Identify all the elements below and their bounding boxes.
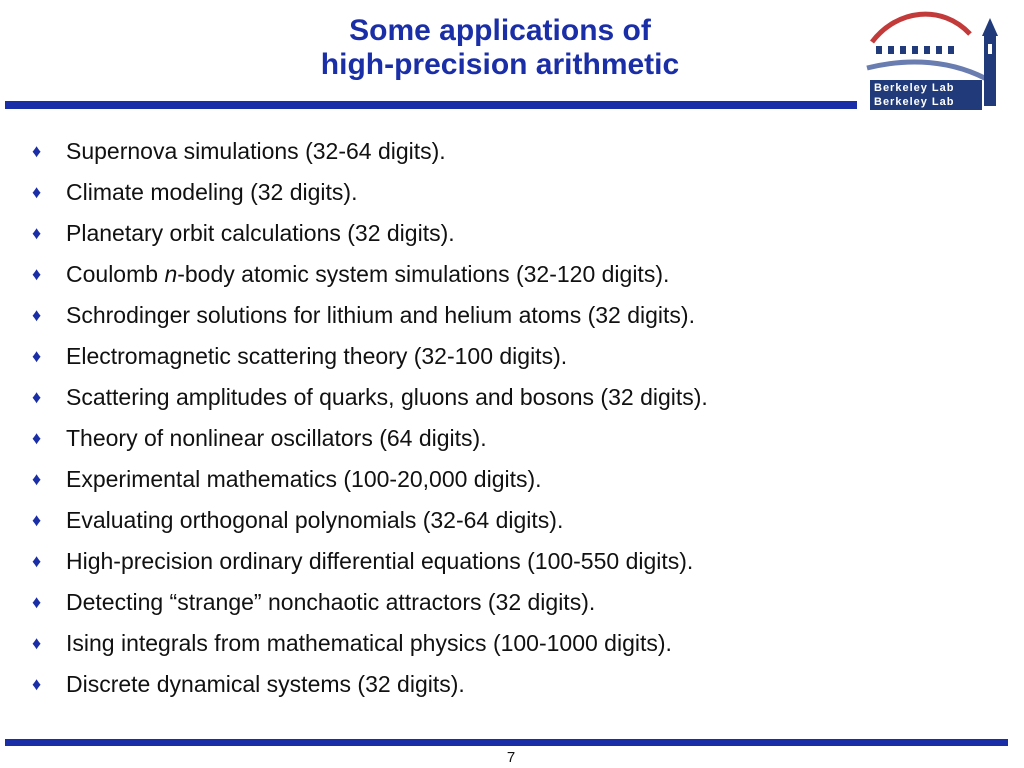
bullet-item-electromagnetic <box>32 339 972 380</box>
title-line-1: Some applications of <box>349 14 651 47</box>
campanile-icon <box>982 18 998 106</box>
diamond-icon: ♦ <box>32 469 42 489</box>
diamond-icon: ♦ <box>32 674 42 694</box>
bullet-text: Evaluating orthogonal polynomials (32-64 digits). <box>66 507 564 533</box>
logo-marks-icon <box>876 46 954 54</box>
bullet-item-climate <box>32 175 972 216</box>
bullet-item-planetary <box>32 216 972 257</box>
diamond-icon: ♦ <box>32 428 42 448</box>
bullet-item-scattering <box>32 380 972 421</box>
bullet-text: Discrete dynamical systems (32 digits). <box>66 671 465 697</box>
title-line-2: high-precision arithmetic <box>320 48 680 81</box>
bullet-item-ising <box>32 626 972 667</box>
bullet-item-attractors <box>32 585 972 626</box>
bullet-text: Experimental mathematics (100-20,000 digits). <box>66 466 542 492</box>
bullet-text-suffix: -body atomic system simulations (32-120 digits). <box>177 261 670 287</box>
footer-rule <box>5 739 1008 746</box>
bullet-text-prefix: Coulomb <box>66 261 165 287</box>
bullet-text: Ising integrals from mathematical physics (100-1000 digits). <box>66 630 672 656</box>
bullet-text: High-precision ordinary differential equations (100-550 digits). <box>66 548 694 574</box>
logo-line-2: Berkeley Lab <box>874 96 955 108</box>
bullet-text-italic: n <box>164 261 178 287</box>
bullet-item-coulomb <box>32 257 972 298</box>
diamond-icon: ♦ <box>32 633 42 653</box>
logo-wordmark <box>870 80 982 110</box>
diamond-icon: ♦ <box>32 346 42 366</box>
diamond-icon: ♦ <box>32 592 42 612</box>
bullet-item-schrodinger <box>32 298 972 339</box>
bullet-text: Climate modeling (32 digits). <box>66 179 358 205</box>
bullet-text: Electromagnetic scattering theory (32-100 digits). <box>66 343 568 369</box>
bullet-list <box>32 134 972 708</box>
logo-arc-icon <box>872 14 970 42</box>
bullet-text: Schrodinger solutions for lithium and helium atoms (32 digits). <box>66 302 695 328</box>
bullet-item-experimental <box>32 462 972 503</box>
diamond-icon: ♦ <box>32 305 42 325</box>
bullet-item-dynamical <box>32 667 972 708</box>
bullet-item-ode <box>32 544 972 585</box>
bullet-text: Detecting “strange” nonchaotic attractors (32 digits). <box>66 589 596 615</box>
diamond-icon: ♦ <box>32 223 42 243</box>
bullet-item-orthogonal <box>32 503 972 544</box>
slide-title <box>190 14 810 82</box>
logo-line-1: Berkeley Lab <box>874 82 955 94</box>
logo-swoosh-icon <box>867 62 992 82</box>
diamond-icon: ♦ <box>32 264 42 284</box>
bullet-text: Supernova simulations (32-64 digits). <box>66 138 446 164</box>
bullet-text: Scattering amplitudes of quarks, gluons and bosons (32 digits). <box>66 384 708 410</box>
bullet-text: Theory of nonlinear oscillators (64 digits). <box>66 425 487 451</box>
bullet-item-oscillators <box>32 421 972 462</box>
diamond-icon: ♦ <box>32 510 42 530</box>
diamond-icon: ♦ <box>32 141 42 161</box>
diamond-icon: ♦ <box>32 182 42 202</box>
diamond-icon: ♦ <box>32 551 42 571</box>
diamond-icon: ♦ <box>32 387 42 407</box>
bullet-text: Planetary orbit calculations (32 digits). <box>66 220 455 246</box>
header-rule <box>5 101 857 109</box>
bullet-item-supernova <box>32 134 972 175</box>
page-number: 7 <box>506 749 516 766</box>
